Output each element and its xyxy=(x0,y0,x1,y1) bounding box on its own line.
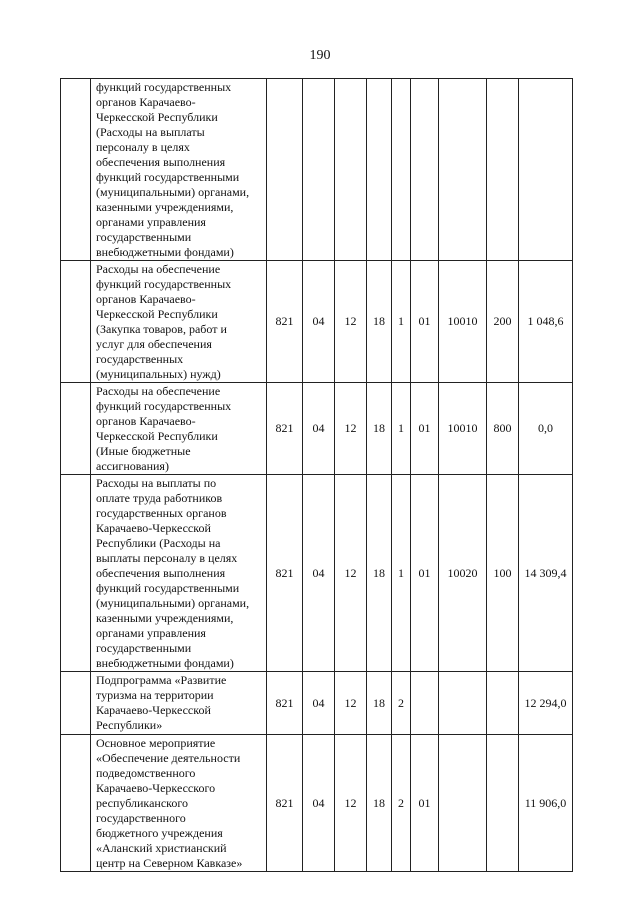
amount-cell xyxy=(519,79,573,261)
page-number: 190 xyxy=(309,48,331,63)
ministry-code-cell xyxy=(267,79,303,261)
section-code-cell: 04 xyxy=(303,383,335,475)
program-code-cell xyxy=(367,79,392,261)
amount-cell: 14 309,4 xyxy=(519,475,573,672)
row-number-cell xyxy=(61,383,91,475)
subsection-code-cell xyxy=(335,79,367,261)
measure-code-cell xyxy=(411,79,439,261)
subsection-code-cell: 12 xyxy=(335,735,367,872)
subprogram-code-cell: 2 xyxy=(392,735,411,872)
ministry-code-cell: 821 xyxy=(267,383,303,475)
expense-name-cell: Расходы на обеспечение функций государственных органов Карачаево- Черкесской Республики (Иные бюджетные ассигнования) xyxy=(91,383,267,475)
row-number-cell xyxy=(61,79,91,261)
program-code-cell: 18 xyxy=(367,383,392,475)
section-code-cell: 04 xyxy=(303,672,335,735)
budget-table xyxy=(60,78,573,872)
subsection-code-cell: 12 xyxy=(335,672,367,735)
subprogram-code-cell: 1 xyxy=(392,383,411,475)
expense-name-cell: Основное мероприятие «Обеспечение деятельности подведомственного Карачаево-Черкесского республиканского государственного бюджетного учреждения «Аланский христианский центр на Северном Кавказе» xyxy=(91,735,267,872)
amount-cell: 1 048,6 xyxy=(519,261,573,383)
table-row xyxy=(61,735,573,872)
program-code-cell: 18 xyxy=(367,261,392,383)
section-code-cell xyxy=(303,79,335,261)
program-code-cell: 18 xyxy=(367,475,392,672)
direction-code-cell xyxy=(439,735,487,872)
table-body xyxy=(61,79,573,872)
subprogram-code-cell: 2 xyxy=(392,672,411,735)
amount-cell: 12 294,0 xyxy=(519,672,573,735)
direction-code-cell xyxy=(439,672,487,735)
direction-code-cell: 10020 xyxy=(439,475,487,672)
ministry-code-cell: 821 xyxy=(267,261,303,383)
row-number-cell xyxy=(61,735,91,872)
direction-code-cell xyxy=(439,79,487,261)
measure-code-cell: 01 xyxy=(411,383,439,475)
subprogram-code-cell: 1 xyxy=(392,475,411,672)
ministry-code-cell: 821 xyxy=(267,735,303,872)
direction-code-cell: 10010 xyxy=(439,383,487,475)
program-code-cell: 18 xyxy=(367,735,392,872)
table-row xyxy=(61,261,573,383)
ministry-code-cell: 821 xyxy=(267,475,303,672)
subsection-code-cell: 12 xyxy=(335,383,367,475)
expense-type-cell xyxy=(487,735,519,872)
expense-type-cell xyxy=(487,79,519,261)
expense-name-cell: функций государственных органов Карачаево- Черкесской Республики (Расходы на выплаты персоналу в целях обеспечения выполнения функций государственными (муниципальными) органами, казенными учреждениями, органами управления государственными внебюджетными фондами) xyxy=(91,79,267,261)
ministry-code-cell: 821 xyxy=(267,672,303,735)
section-code-cell: 04 xyxy=(303,735,335,872)
expense-type-cell: 800 xyxy=(487,383,519,475)
amount-cell: 11 906,0 xyxy=(519,735,573,872)
measure-code-cell: 01 xyxy=(411,261,439,383)
direction-code-cell: 10010 xyxy=(439,261,487,383)
section-code-cell: 04 xyxy=(303,261,335,383)
program-code-cell: 18 xyxy=(367,672,392,735)
expense-type-cell: 100 xyxy=(487,475,519,672)
measure-code-cell: 01 xyxy=(411,735,439,872)
row-number-cell xyxy=(61,261,91,383)
expense-name-cell: Расходы на выплаты по оплате труда работников государственных органов Карачаево-Черкесской Республики (Расходы на выплаты персоналу в целях обеспечения выполнения функций государственными (муниципальными) органами, казенными учреждениями, органами управления государственными внебюджетными фондами) xyxy=(91,475,267,672)
row-number-cell xyxy=(61,672,91,735)
expense-type-cell xyxy=(487,672,519,735)
measure-code-cell: 01 xyxy=(411,475,439,672)
amount-cell: 0,0 xyxy=(519,383,573,475)
table-row xyxy=(61,383,573,475)
subsection-code-cell: 12 xyxy=(335,261,367,383)
expense-type-cell: 200 xyxy=(487,261,519,383)
subsection-code-cell: 12 xyxy=(335,475,367,672)
row-number-cell xyxy=(61,475,91,672)
measure-code-cell xyxy=(411,672,439,735)
subprogram-code-cell xyxy=(392,79,411,261)
subprogram-code-cell: 1 xyxy=(392,261,411,383)
table-row xyxy=(61,672,573,735)
section-code-cell: 04 xyxy=(303,475,335,672)
expense-name-cell: Расходы на обеспечение функций государственных органов Карачаево- Черкесской Республики (Закупка товаров, работ и услуг для обеспечения государственных (муниципальных) нужд) xyxy=(91,261,267,383)
table-row xyxy=(61,475,573,672)
expense-name-cell: Подпрограмма «Развитие туризма на территории Карачаево-Черкесской Республики» xyxy=(91,672,267,735)
table-row xyxy=(61,79,573,261)
